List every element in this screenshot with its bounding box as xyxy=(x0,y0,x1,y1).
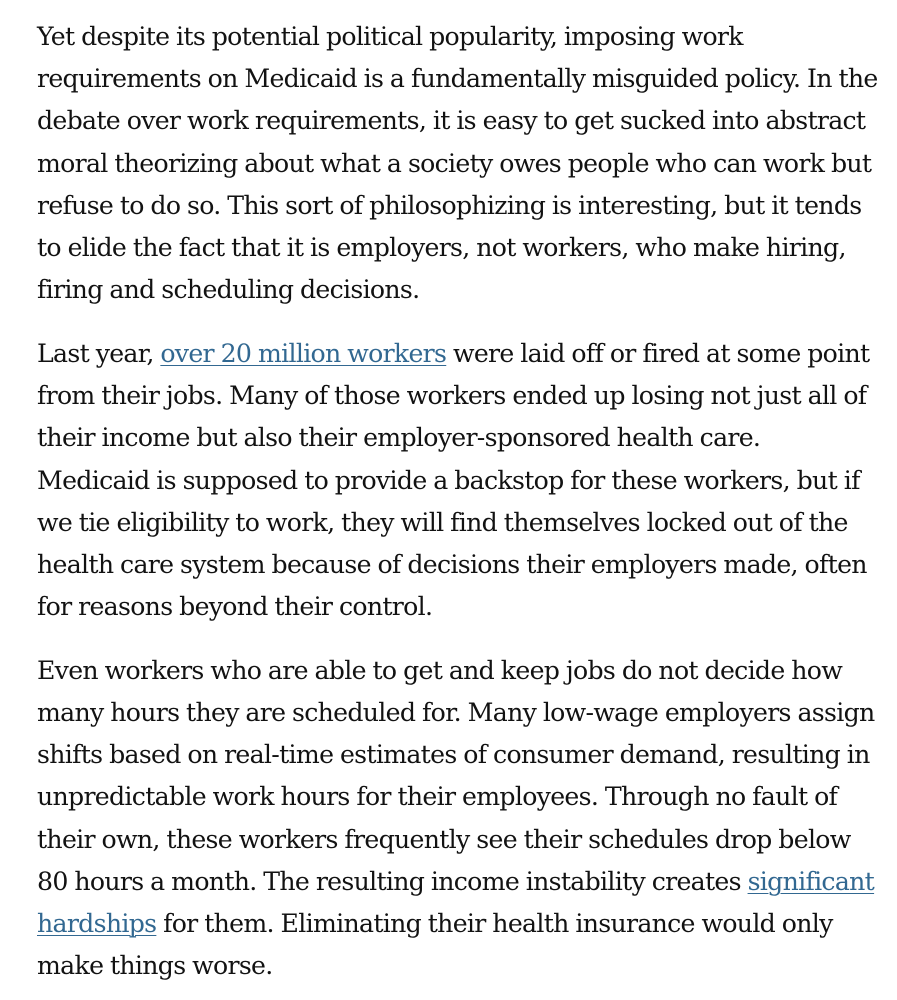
paragraph-1 xyxy=(37,16,879,311)
paragraph-3-text-before: Even workers who are able to get and keep jobs do not decide how many hours they are scheduled for. Many low-wage employers assign shifts based on real-time estimates of consumer demand, resulting in unpredictable work hours for their employees. Through no fault of their own, these workers frequently see their schedules drop below 80 hours a month. The resulting income instability creates xyxy=(37,655,875,896)
paragraph-2-text-after: were laid off or fired at some point from their jobs. Many of those workers ended up losing not just all of their income but also their employer-sponsored health care. Medicaid is supposed to provide a backstop for these workers, but if we tie eligibility to work, they will find themselves locked out of the health care system because of decisions their employers made, often for reasons beyond their control. xyxy=(37,338,870,622)
paragraph-3 xyxy=(37,650,879,988)
link-significant-hardships[interactable]: significant hardships xyxy=(37,866,875,939)
link-over-20-million-workers[interactable]: over 20 million workers xyxy=(160,338,447,368)
paragraph-1-text: Yet despite its potential political popularity, imposing work requirements on Medicaid is a fundamentally misguided policy. In the debate over work requirements, it is easy to get sucked into abstract moral theorizing about what a society owes people who can work but refuse to do so. This sort of philosophizing is interesting, but it tends to elide the fact that it is employers, not workers, who make hiring, firing and scheduling decisions. xyxy=(37,22,878,305)
paragraph-2 xyxy=(37,333,879,628)
paragraph-3-text-after: for them. Eliminating their health insurance would only make things worse. xyxy=(37,909,833,981)
paragraph-2-text-before: Last year, xyxy=(37,338,161,368)
